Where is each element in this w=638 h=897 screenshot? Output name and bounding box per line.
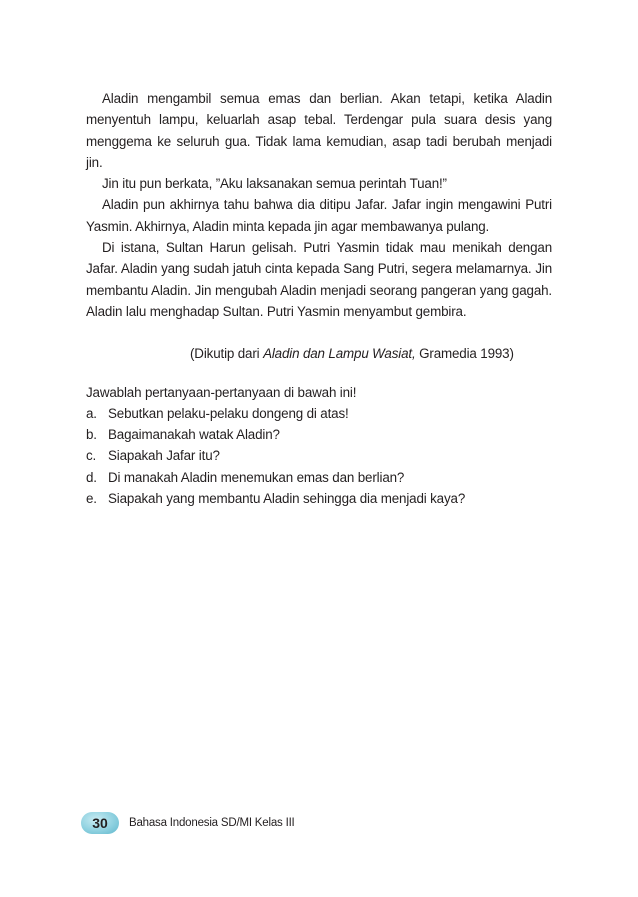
- question-text: Bagaimanakah watak Aladin?: [108, 427, 280, 443]
- citation-prefix: (Dikutip dari: [190, 346, 264, 362]
- question-letter: a.: [86, 405, 97, 421]
- question-text: Sebutkan pelaku-pelaku dongeng di atas!: [108, 405, 349, 421]
- story-paragraph-3: Aladin pun akhirnya tahu bahwa dia ditipu Jafar. Jafar ingin mengawini Putri Yasmin. Akhirnya, Aladin minta kepada jin agar membawanya pulang.: [86, 197, 552, 234]
- book-title: Bahasa Indonesia SD/MI Kelas III: [129, 817, 295, 829]
- citation-suffix: Gramedia 1993): [415, 346, 514, 362]
- question-letter: e.: [86, 491, 97, 507]
- page-footer: [81, 812, 295, 834]
- question-letter: d.: [86, 469, 97, 485]
- source-citation: [86, 343, 552, 364]
- question-item-d: [86, 467, 552, 488]
- story-paragraph-4: Di istana, Sultan Harun gelisah. Putri Yasmin tidak mau menikah dengan Jafar. Aladin yang sudah jatuh cinta kepada Sang Putri, segera melamarnya. Jin membantu Aladin. Jin mengubah Aladin menjadi seorang pangeran yang gagah. Aladin lalu menghadap Sultan. Putri Yasmin menyambut gembira.: [86, 240, 552, 319]
- question-item-b: [86, 424, 552, 445]
- question-letter: c.: [86, 448, 97, 464]
- story-paragraph-2: Jin itu pun berkata, ”Aku laksanakan semua perintah Tuan!”: [102, 176, 447, 192]
- page-number: 30: [92, 815, 108, 831]
- questions-instruction: Jawablah pertanyaan-pertanyaan di bawah ini!: [86, 384, 357, 400]
- story-paragraph-1: Aladin mengambil semua emas dan berlian. Akan tetapi, ketika Aladin menyentuh lampu, keluarlah asap tebal. Terdengar pula suara desis yang menggema ke seluruh gua. Tidak lama kemudian, asap tadi berubah menjadi jin.: [86, 91, 552, 170]
- question-item-c: [86, 445, 552, 466]
- question-item-a: [86, 403, 552, 424]
- page-content: [86, 88, 552, 509]
- question-text: Siapakah yang membantu Aladin sehingga dia menjadi kaya?: [108, 491, 466, 507]
- question-letter: b.: [86, 427, 97, 443]
- question-text: Di manakah Aladin menemukan emas dan berlian?: [108, 469, 405, 485]
- question-item-e: [86, 488, 552, 509]
- page-number-badge: [81, 812, 119, 834]
- question-text: Siapakah Jafar itu?: [108, 448, 220, 464]
- questions-list: [86, 403, 552, 509]
- citation-title: Aladin dan Lampu Wasiat,: [263, 346, 416, 362]
